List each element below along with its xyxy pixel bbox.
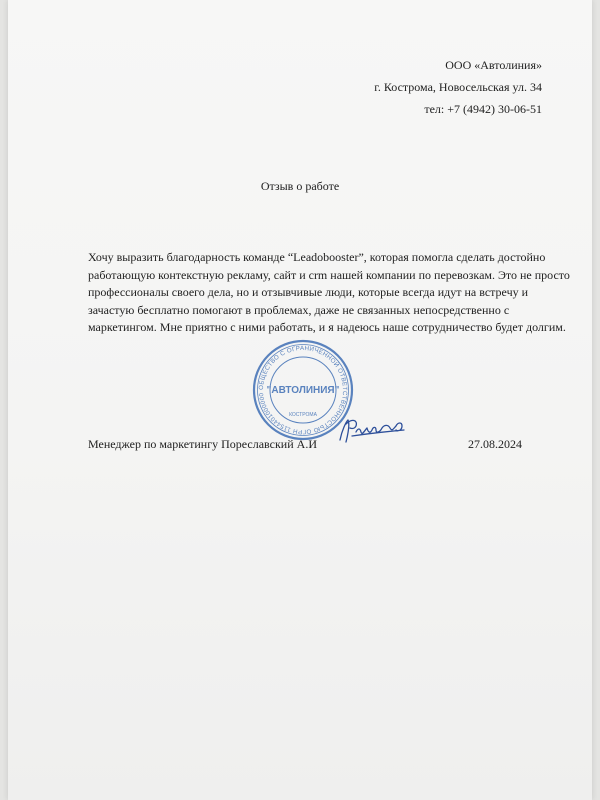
stamp-bottom-text: КОСТРОМА [289, 412, 317, 418]
stamp-center-text: "АВТОЛИНИЯ" [266, 385, 340, 396]
company-address: г. Кострома, Новосельская ул. 34 [374, 80, 542, 94]
signature-date: 27.08.2024 [468, 437, 522, 451]
review-body [88, 249, 570, 337]
body-line: зачастую бесплатно помогают в проблемах, даже не связанных непосредственно с [88, 302, 510, 317]
company-name: ООО «Автолиния» [445, 58, 542, 72]
body-line: маркетингом. Мне приятно с ними работать, и я надеюсь наше сотрудничество будет долгим. [88, 320, 566, 334]
document-page [8, 0, 592, 800]
signatory-line: Менеджер по маркетингу Пореславский А.И [88, 437, 317, 451]
stamp-ring-textpath: ОБЩЕСТВО С ОГРАНИЧЕННОЙ ОТВЕТСТВЕННОСТЬЮ ОГРН 1154401000000 [257, 344, 349, 436]
letterhead [374, 54, 542, 120]
body-line: работающую контекстную рекламу, сайт и crm нашей компании по перевозкам. Это не просто [88, 267, 570, 282]
document-title: Отзыв о работе [260, 179, 340, 193]
company-phone: тел: +7 (4942) 30-06-51 [424, 102, 542, 116]
body-line: профессионалы своего дела, но и отзывчивые люди, которые всегда идут на встречу и [88, 285, 529, 299]
handwritten-signature [332, 410, 412, 450]
body-line: Хочу выразить благодарность команде “Leadobooster”, которая помогла сделать достойно [88, 250, 546, 264]
